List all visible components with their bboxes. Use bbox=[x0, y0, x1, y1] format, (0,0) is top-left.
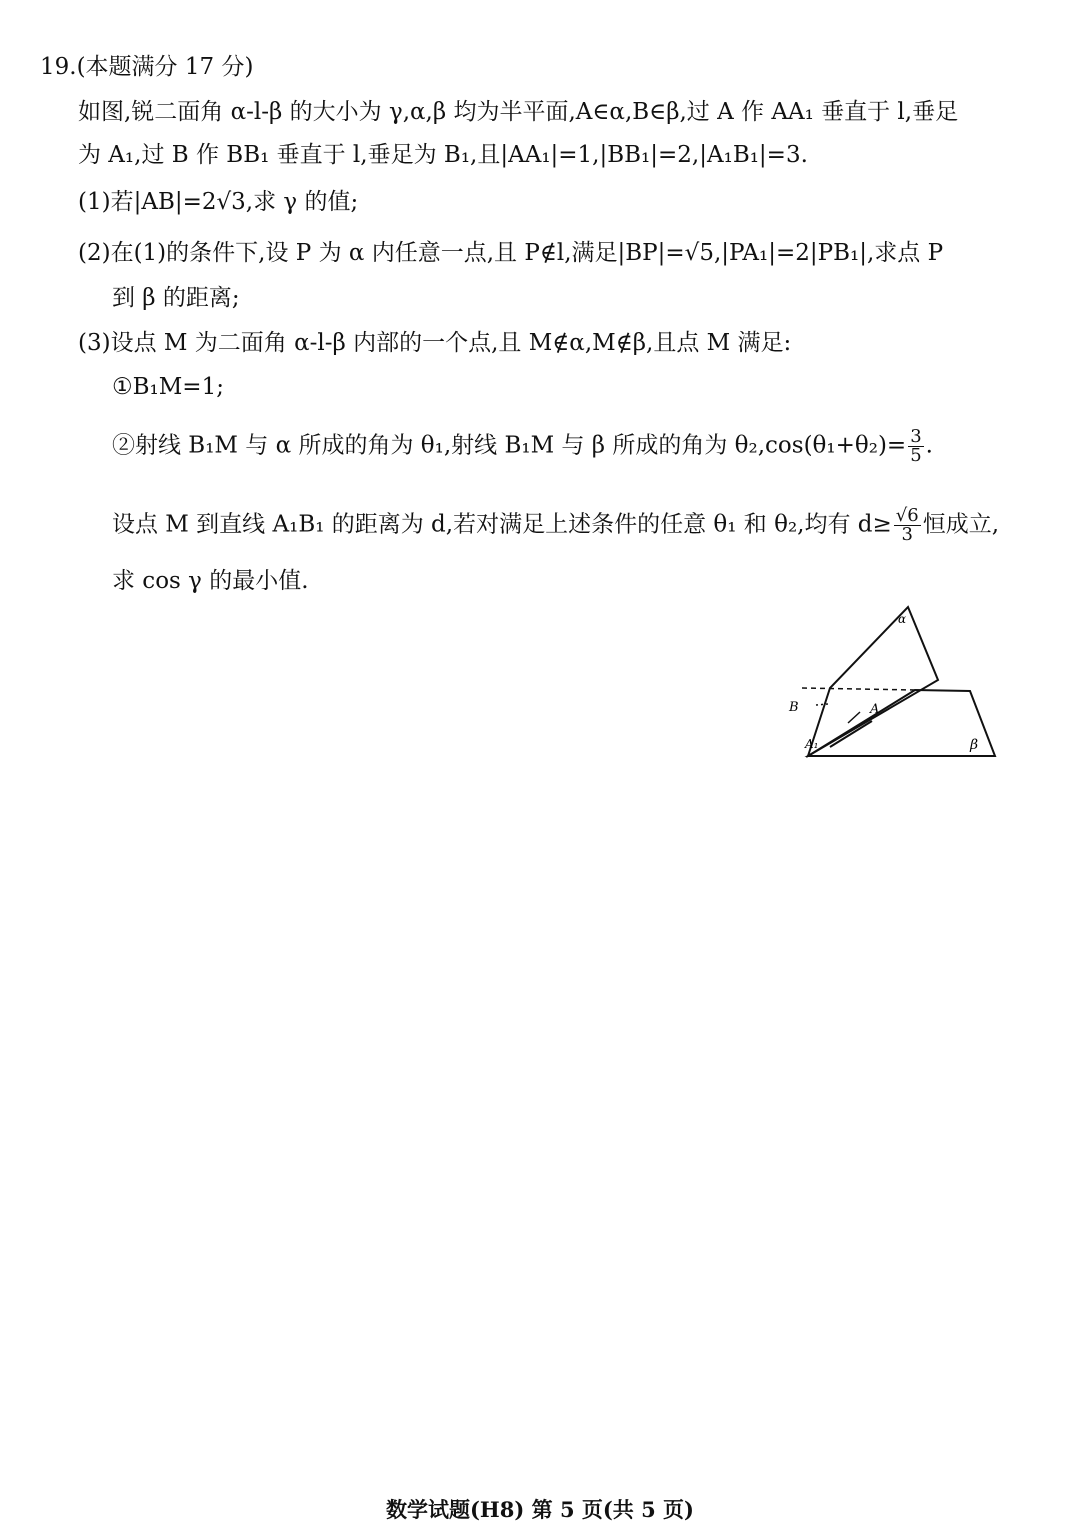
part-3-line-1: (3)设点 M 为二面角 α-l-β 内部的一个点,且 M∉α,M∉β,且点 M 满足: bbox=[78, 330, 792, 356]
condition-2-end: . bbox=[925, 432, 933, 459]
part-1: (1)若|AB|=2√3,求 γ 的值; bbox=[78, 189, 359, 215]
question-header: 19.(本题满分 17 分) bbox=[40, 54, 254, 80]
condition-2-text: ②射线 B₁M 与 α 所成的角为 θ₁,射线 B₁M 与 β 所成的角为 θ₂,cos(θ₁+θ₂)= bbox=[112, 432, 907, 459]
part-3-text-1: 设点 M 到直线 A₁B₁ 的距离为 d,若对满足上述条件的任意 θ₁ 和 θ₂,均有 d≥ bbox=[112, 511, 892, 538]
label-a1: A₁ bbox=[805, 737, 819, 751]
fraction-numerator: 3 bbox=[910, 426, 922, 447]
segment-b-mark bbox=[816, 704, 828, 705]
label-a: A bbox=[870, 702, 880, 717]
dihedral-angle-figure bbox=[780, 598, 1010, 768]
fraction-numerator: √6 bbox=[895, 505, 919, 526]
condition-2 bbox=[112, 428, 933, 465]
label-alpha: α bbox=[898, 612, 907, 626]
fraction-denominator: 5 bbox=[910, 445, 922, 466]
segment-aa1 bbox=[830, 721, 872, 747]
label-b: B bbox=[789, 700, 799, 715]
fraction-denominator: 3 bbox=[901, 524, 913, 545]
part-3-fraction bbox=[894, 507, 921, 544]
label-beta: β bbox=[970, 737, 979, 753]
part-3-line-2 bbox=[112, 507, 999, 544]
part-3-line-3: 求 cos γ 的最小值. bbox=[112, 568, 309, 594]
part-2-line-1: (2)在(1)的条件下,设 P 为 α 内任意一点,且 P∉l,满足|BP|=√5,|PA₁|=2|PB₁|,求点 P bbox=[78, 240, 944, 266]
part-2-line-2: 到 β 的距离; bbox=[112, 285, 240, 311]
segment-a-mark bbox=[848, 712, 860, 723]
hidden-edge bbox=[802, 688, 915, 690]
plane-alpha bbox=[808, 607, 938, 756]
intro-line-2: 为 A₁,过 B 作 BB₁ 垂直于 l,垂足为 B₁,且|AA₁|=1,|BB₁|=2,|A₁B₁|=3. bbox=[78, 142, 808, 168]
condition-2-fraction bbox=[908, 428, 923, 465]
page-footer: 数学试题(H8) 第 5 页(共 5 页) bbox=[386, 1497, 694, 1522]
plane-beta bbox=[808, 690, 995, 756]
intro-line-1: 如图,锐二面角 α-l-β 的大小为 γ,α,β 均为半平面,A∈α,B∈β,过 A 作 AA₁ 垂直于 l,垂足 bbox=[78, 99, 959, 125]
condition-1: ①B₁M=1; bbox=[112, 374, 224, 400]
part-3-text-2: 恒成立, bbox=[922, 511, 1000, 538]
